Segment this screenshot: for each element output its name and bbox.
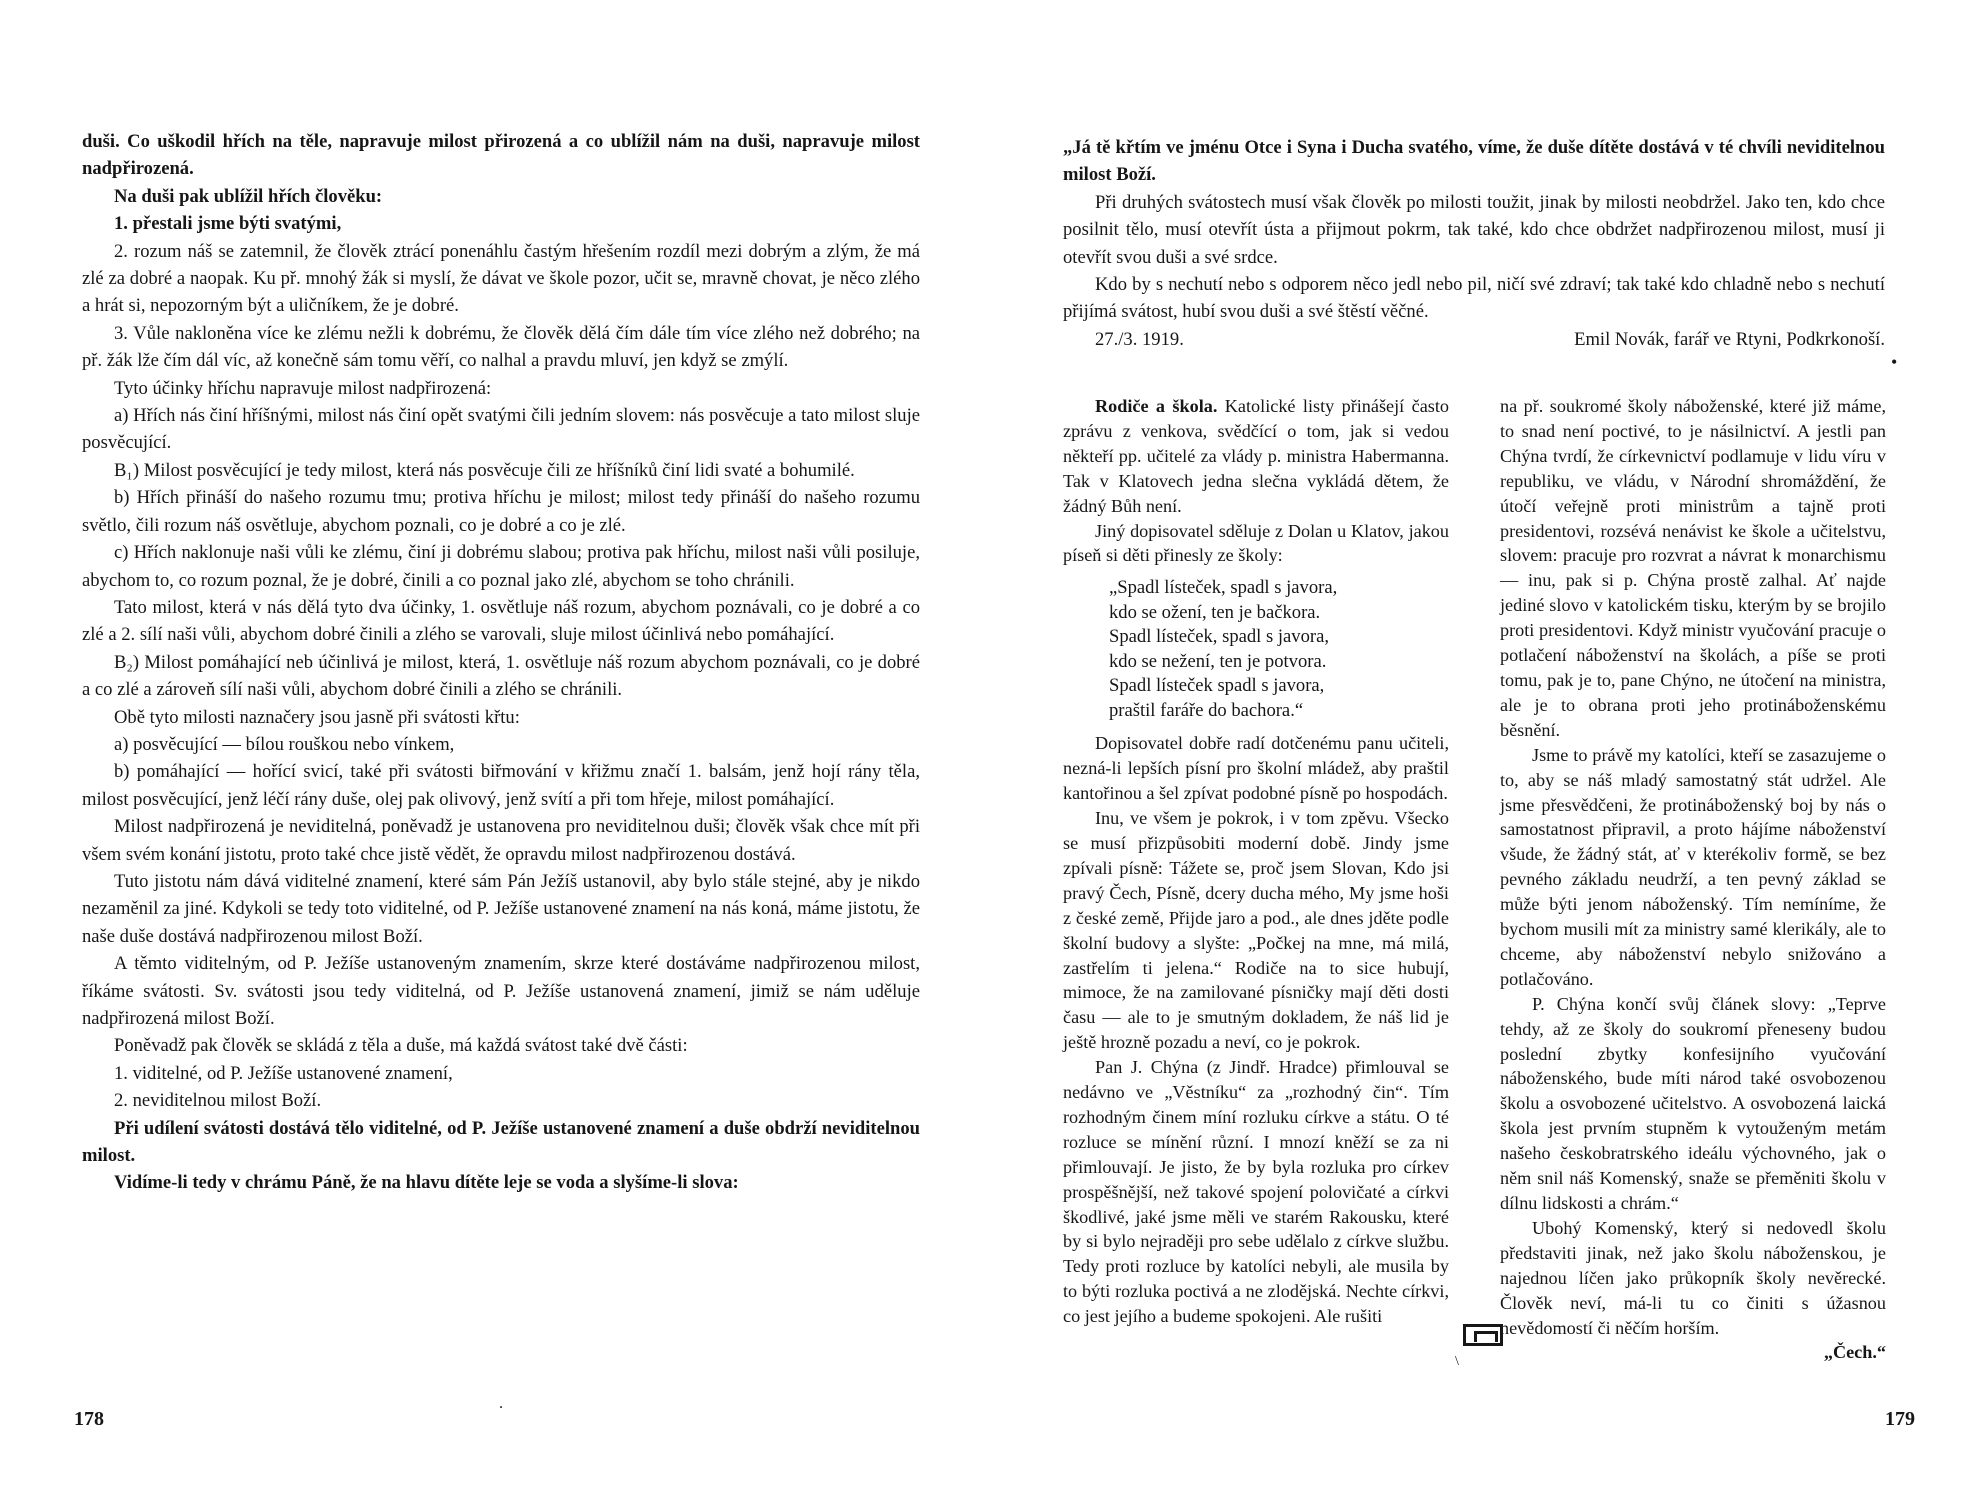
paragraph: Tuto jistotu nám dává viditelné znamení, které sám Pán Ježíš ustanovil, aby bylo stále stejné, aby je nikdo nezaměnil za jiné. Kdykoli se tedy toto viditelné, od P. Ježíše ustanovené znamení na nás koná, máme jistotu, že naše duše dostává nadpřirozenou milost Boží. — [82, 870, 920, 947]
paragraph: Při udílení svátosti dostává tělo viditelné, od P. Ježíše ustanovené znamení a duše obdrží neviditelnou milost. — [82, 1117, 920, 1167]
date: 27./3. 1919. — [1095, 328, 1184, 350]
list-item: b) pomáhající — hořící svicí, také při svátosti biřmování v křižmu značí 1. balsám, jenž hojí rány těla, milost posvěcující, jenž léčí rány duše, olej pak olivový, jenž svítí a při tom hřeje, milost pomáhající. — [82, 761, 920, 810]
paragraph: duši. Co uškodil hřích na těle, napravuje milost přirozená a co ublížil nám na duši, napravuje milost nadpřirozená. — [82, 131, 920, 180]
paragraph: B₁) Milost posvěcující je tedy milost, která nás posvěcuje čili ze hříšníků činí lidi svaté a bohumilé. — [114, 459, 855, 481]
paragraph: Ubohý Komenský, který si nedovedl školu představiti jinak, než jako školu náboženskou, je najednou líčen jako průkopník školy nevěrecké. Člověk neví, má-li tu co činiti s úžasnou nevědomostí či něčím horším. — [1500, 1217, 1886, 1338]
paragraph: Při druhých svátostech musí však člověk po milosti toužit, jinak by milosti neobdržel. Jako ten, kdo chce posilnit tělo, musí otevřít ústa a přijmout pokrm, tak také, kdo chce obdržet nadpřirozenou milost, musí ji otevřít svou duši a své srdce. — [1063, 191, 1885, 268]
right-page-top-text — [1063, 134, 1885, 353]
paragraph: „Já tě křtím ve jménu Otce i Syna i Ducha svatého, víme, že duše dítěte dostává v té chvíli neviditelnou milost Boží. — [1063, 137, 1885, 186]
paragraph: Na duši pak ublížil hřích člověku: — [114, 185, 383, 207]
paragraph: Inu, ve všem je pokrok, i v tom zpěvu. Všecko se musí přizpůsobiti moderní době. Jindy jsme zpívali písně: Tážete se, proč jsem Slovan, Kdo jsi pravý Čech, Písně, dcery ducha mého, My jsme hoši z české země, Přijde jaro a pod., ale dnes jděte podle školní budovy a slyšte: „Počkej na mne, má milá, zastřelím ti jelena.“ Rodiče na to sice hubují, mimoce, že na zamilované písničky mají děti dosti času — ale to je smutným dokladem, že náš lid je ještě hrozně pozadu a neví, co je pokrok. — [1063, 808, 1449, 1053]
paragraph: Tyto účinky hříchu napravuje milost nadpřirozená: — [114, 377, 492, 399]
poem-line: Spadl lísteček spadl s javora, — [1109, 675, 1325, 697]
stray-mark: ˙ — [498, 1402, 504, 1422]
poem-line: praštil faráře do bachora.“ — [1109, 699, 1304, 721]
paragraph: b) Hřích přináší do našeho rozumu tmu; protiva hříchu je milost; milost tedy přináší do našeho rozumu světlo, čili rozum náš osvětluje, abychom poznali, co je dobré a co je zlé. — [82, 487, 920, 536]
article-column-2 — [1500, 394, 1886, 1365]
left-page-body — [82, 128, 920, 1197]
paragraph: Dopisovatel dobře radí dotčenému panu učiteli, nezná-li lepších písní pro školní mládež, aby praštil kantořinou a šel zpívat podobné písně po hospodách. — [1063, 733, 1449, 804]
stray-mark: \ — [1455, 1354, 1459, 1369]
article-lead: Katolické listy přinášejí často zprávu z venkova, svědčící o tom, jak si vedou někteří pp. učitelé za vlády p. ministra Habermanna. Tak v Klatovech jedna slečna vykládá dětem, že žádný Bůh není. — [1063, 396, 1449, 516]
list-item: 3. Vůle nakloněna více ke zlému nežli k dobrému, že člověk dělá čím dále tím více zlého než dobrého; na př. žák lže čím dál víc, až konečně sám tomu věří, co nalhal a pravdu mluví, jen když se zmýlí. — [82, 322, 920, 372]
article-author-row — [1500, 1340, 1886, 1365]
ornament-icon — [1463, 1324, 1503, 1346]
paragraph: na př. soukromé školy náboženské, které již máme, to snad není poctivé, to je násilnictví. A jestli pan Chýna tvrdí, že církevnictví podlamuje v lidu víru v republiku, ve vládu, v Národní shromáždění, že útočí veřejně proti ministrům a tajně proti presidentovi, rozsévá nenávist ke škole a učitelstvu, slovem: pracuje pro rozvrat a návrat k monarchismu — inu, pak si p. Chýna prostě zalhal. Ať najde jediné slovo v katolickém tisku, kterým by se brojilo proti presidentovi. Když ministr vyučování pracuje o potlačení náboženství na školách, a píše se proti tomu, pak je to, pane Chýno, ne útočení na ministra, ale je to obrana proti jeho protináboženskému běsnění. — [1500, 396, 1886, 740]
poem-line: kdo se nežení, ten je potvora. — [1109, 650, 1327, 672]
paragraph: Tato milost, která v nás dělá tyto dva účinky, 1. osvětluje náš rozum, abychom poznávali, co je dobré a co zlé a 2. sílí naši vůli, abychom dobré činili a zlého se varovali, sluje milost účinlivá nebo pomáhající. — [82, 596, 920, 646]
list-item: a) posvěcující — bílou rouškou nebo vínkem, — [114, 733, 455, 755]
paragraph: Pan J. Chýna (z Jindř. Hradce) přimlouval se nedávno ve „Věstníku“ za „rozhodný čin“. Tím rozhodným činem míní rozluku církve a státu. O té rozluce se mínění různí. I mnozí kněží se za ni přimlouvají. Je jisto, že by byla rozluka pro církev prospěšnější, než takové spojení polovičaté a církvi škodlivé, jaké jsme měli ve starém Rakousku, které by si bylo nejraději pro sebe udělalo z církve službu. Tedy proti rozluce by katolíci nebyli, ale musila by to býti rozluka poctivá a ne zlodějská. Nechte církvi, co jest jejího a budeme spokojeni. Ale rušiti — [1063, 1057, 1449, 1327]
paragraph: Milost nadpřirozená je neviditelná, poněvadž je ustanovena pro neviditelnou duši; člověk však chce mít při všem svém konání jistotu, proto také chce jistě vědět, že opravdu milost nadpřirozenou dostává. — [82, 816, 920, 865]
paragraph: a) Hřích nás činí hříšnými, milost nás činí opět svatými čili jedním slovem: nás posvěcuje a tato milost sluje posvěcující. — [82, 405, 920, 454]
date-signature-row — [1063, 326, 1885, 353]
page-number: 179 — [1885, 1408, 1915, 1430]
paragraph: Vidíme-li tedy v chrámu Páně, že na hlavu dítěte leje se voda a slyšíme-li slova: — [114, 1172, 739, 1194]
signature: Emil Novák, farář ve Rtyni, Podkrkonoší. — [1574, 328, 1885, 350]
article-author: „Čech.“ — [1823, 1342, 1886, 1363]
separator-mark: • — [1891, 352, 1898, 372]
poem — [1109, 576, 1449, 723]
paragraph: Poněvadž pak člověk se skládá z těla a duše, má každá svátost také dvě části: — [114, 1035, 688, 1057]
paragraph: c) Hřích naklonuje naši vůli ke zlému, činí ji dobrému slabou; protiva pak hříchu, milost naši vůli posiluje, abychom to, co rozum poznal, že je dobré, činili a co poznal jako zlé, abychom se toho chránili. — [82, 542, 920, 591]
paragraph: B₂) Milost pomáhající neb účinlivá je milost, která, 1. osvětluje náš rozum abychom poznávali, co je dobré a co zlé a zároveň sílí naši vůli, abychom dobré činili a zlého se chránili. — [82, 651, 920, 701]
list-item: 2. neviditelnou milost Boží. — [114, 1090, 322, 1112]
paragraph: Jiný dopisovatel sděluje z Dolan u Klatov, jakou píseň si děti přinesly ze školy: — [1063, 520, 1449, 566]
list-item: 1. přestali jsme býti svatými, — [114, 213, 342, 235]
poem-line: „Spadl lísteček, spadl s javora, — [1109, 577, 1338, 599]
right-page — [985, 0, 1970, 1500]
page-number: 178 — [74, 1408, 104, 1430]
list-item: 1. viditelné, od P. Ježíše ustanovené znamení, — [114, 1062, 453, 1084]
list-item: 2. rozum náš se zatemnil, že člověk ztrácí ponenáhlu častým hřešením rozdíl mezi dobrým a zlým, že má zlé za dobré a naopak. Ku př. mnohý žák si myslí, že dávat ve škole pozor, učit se, mravně chovat, je něco zlého a hrát si, nepozorným být a uličníkem, že je dobré. — [82, 240, 920, 317]
article-column-1 — [1063, 394, 1449, 1329]
paragraph: Jsme to právě my katolíci, kteří se zasazujeme o to, aby se náš mladý samostatný stát udržel. Ale jsme přesvědčeni, že protináboženský boj by nás o samostatnost připravil, a proto hájíme náboženství všude, že žádný stát, ať v kterékoliv formě, se bez pevného základu neudrží, a ten pevný základ se může býti jenom náboženský. Tím nemíníme, že bychom musili mít za ministry samé klerikály, ale to chceme, aby náboženství nebylo snižováno a potlačováno. — [1500, 744, 1886, 989]
poem-line: kdo se ožení, ten je bačkora. — [1109, 601, 1321, 623]
paragraph: A těmto viditelným, od P. Ježíše ustanoveným znamením, skrze které dostáváme nadpřirozenou milost, říkáme svátosti. Sv. svátosti jsou tedy viditelná, od P. Ježíše ustanovená znamení, jimiž se nám uděluje nadpřirozená milost Boží. — [82, 953, 920, 1029]
poem-line: Spadl lísteček, spadl s javora, — [1109, 626, 1329, 648]
paragraph: Obě tyto milosti naznačery jsou jasně při svátosti křtu: — [114, 706, 520, 728]
article-headline: Rodiče a škola. — [1095, 396, 1218, 416]
paragraph: Kdo by s nechutí nebo s odporem něco jedl nebo pil, ničí své zdraví; tak také kdo chladně nebo s nechutí přijímá svátost, hubí svou duši a své štěstí věčné. — [1063, 274, 1885, 323]
paragraph: P. Chýna končí svůj článek slovy: „Teprve tehdy, až ze školy do soukromí přeneseny budou poslední zbytky konfesijního vyučování náboženského, bude míti národ také osvobozenou školu a osvobozené učitelstvo. A osvobozená laická škola jest prvním stupněm k vytouženým metám našeho českobratrského ideálu výchovného, jak o něm snil náš Komenský, snaže se přeměniti školu v dílnu lidskosti a chrám.“ — [1500, 993, 1886, 1213]
paragraph — [1063, 394, 1449, 519]
